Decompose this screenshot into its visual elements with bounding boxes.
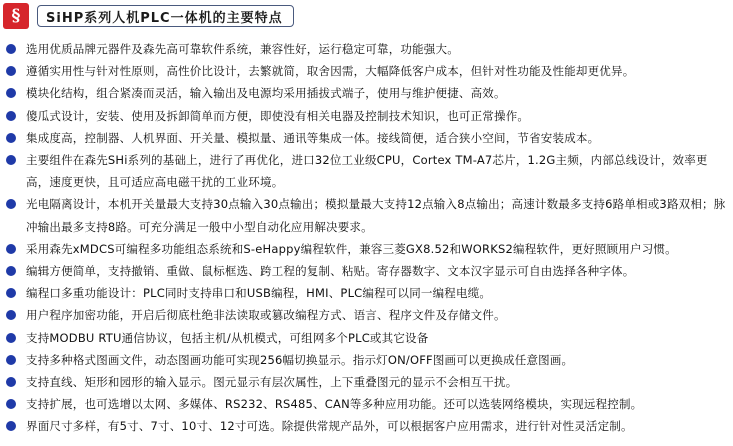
list-item [6, 238, 728, 260]
bullet-icon [6, 333, 16, 343]
section-badge-icon: § [3, 3, 29, 29]
list-item-text: 光电隔离设计，本机开关量最大支持30点输入30点输出；模拟量最大支持12点输入8点输出；高速计数最多支持6路单相或3路双相；脉冲输出最多支持8路。可充分满足一般中小型自动化应用解决要求。 [26, 197, 726, 234]
list-item-text: 模块化结构，组合紧凑而灵活，输入输出及电源均采用插拔式端子，使用与维护便捷、高效。 [26, 86, 506, 101]
list-item [6, 127, 728, 149]
list-item-text: 编程口多重功能设计：PLC同时支持串口和USB编程，HMI、PLC编程可以同一编程电缆。 [26, 286, 492, 301]
list-item-text: 编辑方便简单，支持撤销、重做、鼠标框选、跨工程的复制、粘贴。寄存器数字、文本汉字显示可自由选择各种字体。 [26, 264, 635, 279]
bullet-icon [6, 310, 16, 320]
list-item-text: 界面尺寸多样，有5寸、7寸、10寸、12寸可选。除提供常规产品外，可以根据客户应用需求，进行针对性灵活定制。 [26, 419, 633, 434]
list-item [6, 82, 728, 104]
feature-list [6, 38, 728, 438]
bullet-icon [6, 111, 16, 121]
list-item [6, 371, 728, 393]
list-item-text: 选用优质品牌元器件及森先高可靠软件系统，兼容性好，运行稳定可靠，功能强大。 [26, 42, 459, 56]
list-item-text: 遵循实用性与针对性原则，高性价比设计，去繁就简，取舍因需，大幅降低客户成本，但针对性功能及性能却更优异。 [26, 64, 635, 79]
list-item [6, 260, 728, 282]
bullet-icon [6, 44, 16, 54]
list-item [6, 38, 728, 60]
bullet-icon [6, 155, 16, 165]
bullet-icon [6, 88, 16, 98]
bullet-icon [6, 355, 16, 365]
list-item-text: 采用森先xMDCS可编程多功能组态系统和S-eHappy编程软件，兼容三菱GX8.52和WORKS2编程软件，更好照顾用户习惯。 [26, 241, 677, 256]
list-item [6, 415, 728, 437]
bullet-icon [6, 399, 16, 409]
bullet-icon [6, 266, 16, 276]
bullet-icon [6, 288, 16, 298]
list-item-text: 傻瓜式设计，安装、使用及拆卸简单而方便，即使没有相关电器及控制技术知识，也可正常操作。 [26, 108, 530, 123]
list-item [6, 349, 728, 371]
list-item-text: 主要组件在森先SHi系列的基础上，进行了再优化，进口32位工业级CPU，Cortex TM-A7芯片，1.2G主频，内部总线设计，效率更高，速度更快，且可适应高电磁干扰的工业环境。 [26, 153, 708, 190]
page-title: SiHP系列人机PLC一体机的主要特点 [37, 5, 294, 27]
list-item-text: 支持多种格式图画文件，动态图画功能可实现256幅切换显示。指示灯ON/OFF图画可以更换成任意图画。 [26, 352, 574, 367]
bullet-icon [6, 133, 16, 143]
list-item-text: 支持MODBU RTU通信协议，包括主机/从机模式，可组网多个PLC或其它设备 [26, 330, 429, 345]
list-item [6, 149, 728, 193]
bullet-icon [6, 66, 16, 76]
list-item [6, 193, 728, 237]
bullet-icon [6, 244, 16, 254]
list-item [6, 105, 728, 127]
list-item-text: 支持扩展，也可选增以太网、多媒体、RS232、RS485、CAN等多种应用功能。还可以选装网络模块，实现远程控制。 [26, 397, 643, 412]
list-item-text: 集成度高，控制器、人机界面、开关量、模拟量、通讯等集成一体。接线简便，适合狭小空间，节省安装成本。 [26, 130, 600, 145]
bullet-icon [6, 199, 16, 209]
section-header [2, 1, 362, 31]
list-item [6, 60, 728, 82]
list-item [6, 393, 728, 415]
list-item-text: 用户程序加密功能，开启后彻底杜绝非法读取或篡改编程方式、语言、程序文件及存储文件。 [26, 308, 506, 323]
bullet-icon [6, 421, 16, 431]
list-item [6, 327, 728, 349]
list-item [6, 304, 728, 326]
bullet-icon [6, 377, 16, 387]
list-item-text: 支持直线、矩形和园形的输入显示。图元显示有层次属性，上下重叠图元的显示不会相互干扰。 [26, 375, 518, 390]
list-item [6, 282, 728, 304]
